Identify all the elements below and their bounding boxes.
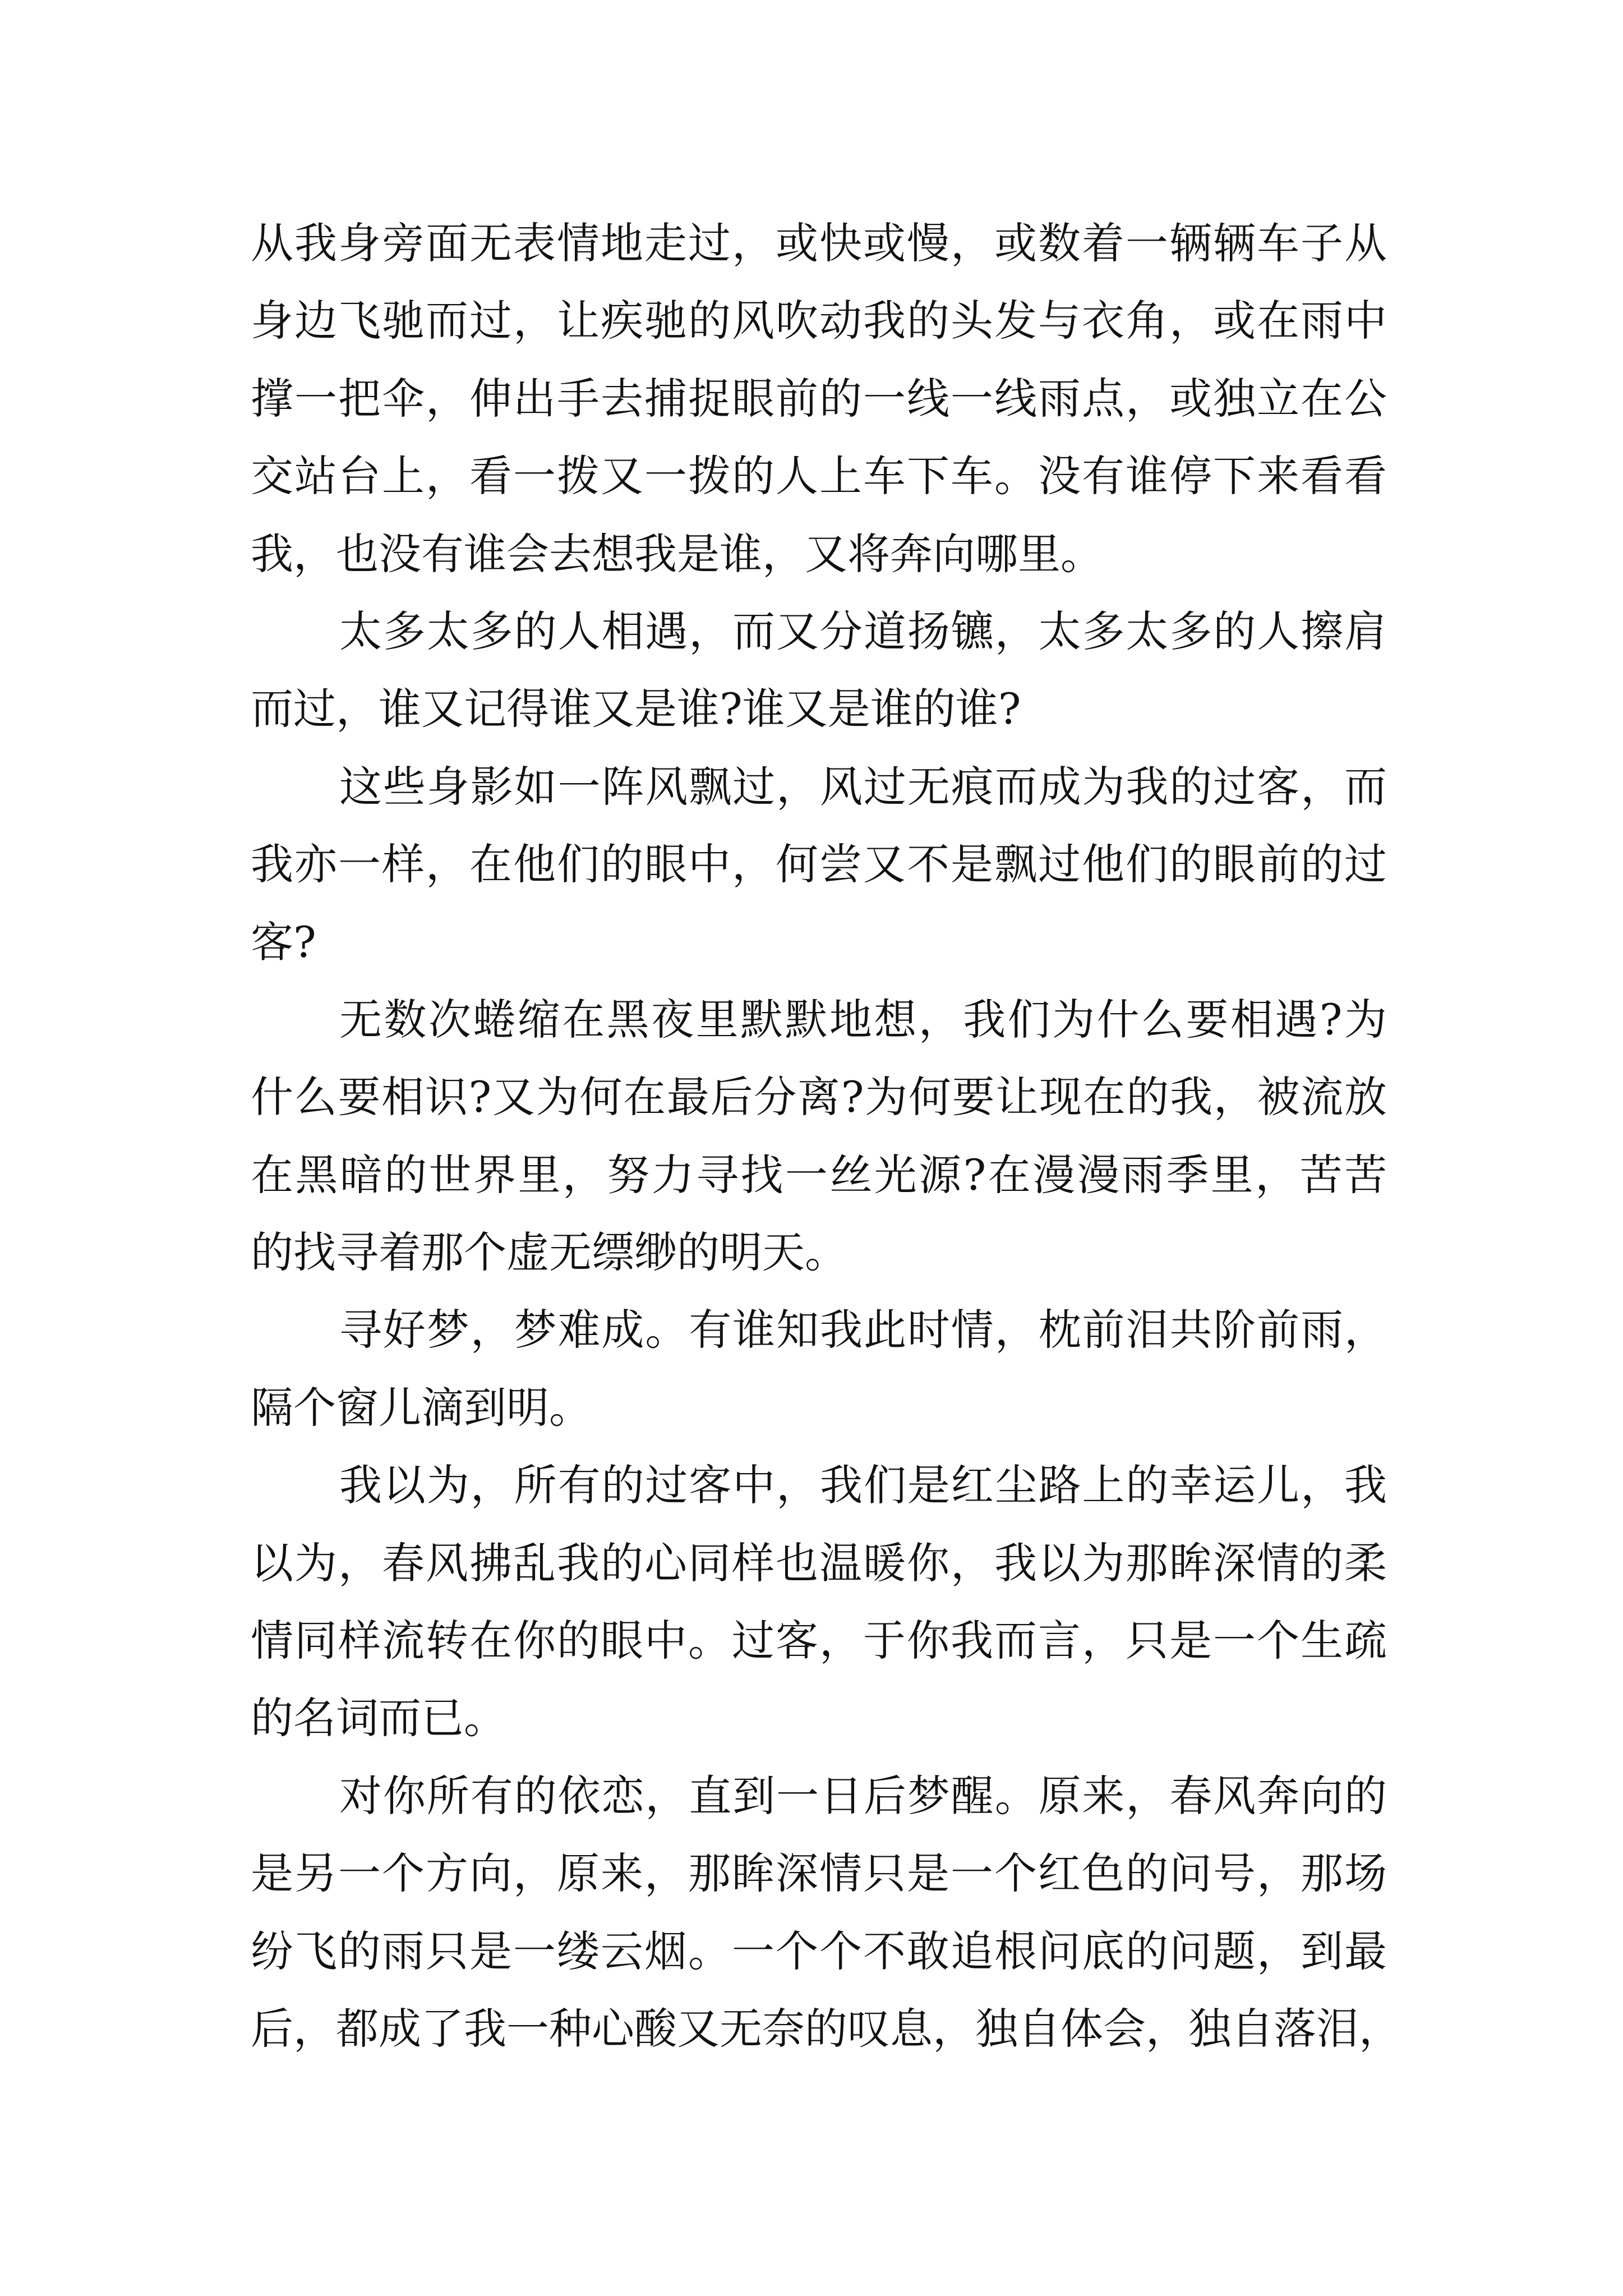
body-text <box>251 205 1401 2068</box>
text-line: 是另一个方向，原来，那眸深情只是一个红色的问号，那场 <box>251 1848 1387 1899</box>
text-line: 我以为，所有的过客中，我们是红尘路上的幸运儿，我 <box>339 1460 1387 1511</box>
paragraph <box>251 1757 1401 2068</box>
paragraph <box>251 1291 1387 1447</box>
paragraph <box>251 981 1387 1292</box>
text-line: 情同样流转在你的眼中。过客，于你我而言，只是一个生疏 <box>251 1616 1387 1666</box>
text-line: 对你所有的依恋，直到一日后梦醒。原来，春风奔向的 <box>339 1770 1387 1821</box>
text-line: 太多太多的人相遇，而又分道扬镳，太多太多的人擦肩 <box>339 606 1387 656</box>
text-line: 身边飞驰而过，让疾驰的风吹动我的头发与衣角，或在雨中 <box>251 296 1387 346</box>
text-line: 交站台上，看一拨又一拨的人上车下车。没有谁停下来看看 <box>251 451 1387 501</box>
text-line: 无数次蜷缩在黑夜里默默地想，我们为什么要相遇?为 <box>339 994 1387 1045</box>
text-line: 什么要相识?又为何在最后分离?为何要让现在的我，被流放 <box>251 1072 1387 1122</box>
text-line: 撑一把伞，伸出手去捕捉眼前的一线一线雨点，或独立在公 <box>251 373 1387 424</box>
text-line: 在黑暗的世界里，努力寻找一丝光源?在漫漫雨季里，苦苦 <box>251 1149 1387 1200</box>
text-line: 纷飞的雨只是一缕云烟。一个个不敢追根问底的问题，到最 <box>251 1926 1387 1976</box>
text-line: 后，都成了我一种心酸又无奈的叹息，独自体会，独自落泪， <box>251 2003 1401 2054</box>
text-line: 我亦一样，在他们的眼中，何尝又不是飘过他们的眼前的过 <box>251 839 1387 890</box>
text-line: 寻好梦，梦难成。有谁知我此时情，枕前泪共阶前雨， <box>339 1305 1387 1355</box>
text-line: 的名词而已。 <box>251 1693 506 1743</box>
paragraph <box>251 205 1387 593</box>
text-line: 隔个窗儿滴到明。 <box>251 1382 592 1433</box>
text-line: 从我身旁面无表情地走过，或快或慢，或数着一辆辆车子从 <box>251 218 1387 268</box>
paragraph <box>251 1447 1387 1757</box>
paragraph <box>251 593 1387 748</box>
text-line: 客? <box>251 917 316 967</box>
paragraph <box>251 748 1387 981</box>
text-line: 这些身影如一阵风飘过，风过无痕而成为我的过客，而 <box>339 761 1387 812</box>
text-line: 而过，谁又记得谁又是谁?谁又是谁的谁? <box>251 684 1021 734</box>
text-line: 以为，春风拂乱我的心同样也温暖你，我以为那眸深情的柔 <box>251 1538 1387 1588</box>
text-line: 我，也没有谁会去想我是谁，又将奔向哪里。 <box>251 528 1103 579</box>
text-line: 的找寻着那个虚无缥缈的明天。 <box>251 1227 847 1278</box>
